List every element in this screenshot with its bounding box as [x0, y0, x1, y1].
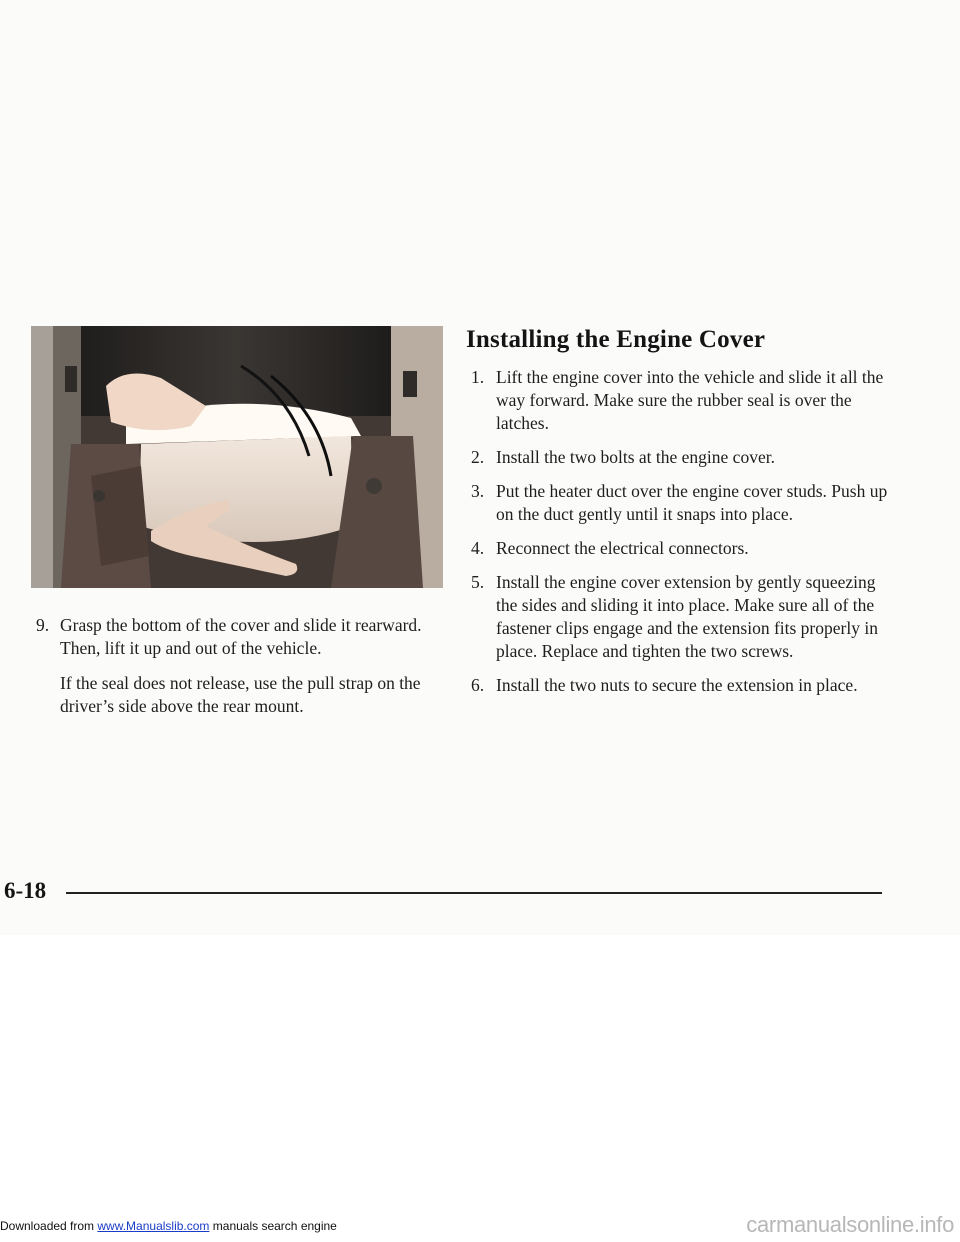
step-number: 5. — [471, 572, 485, 592]
right-column — [471, 366, 891, 708]
step-2 — [471, 446, 891, 469]
footer-divider — [66, 892, 882, 894]
step-1 — [471, 366, 891, 435]
step-9 — [36, 614, 456, 660]
step-text: Install the engine cover extension by gently squeezing the sides and sliding it into place. Make sure all of the fastener clips engage and the extension fits properly in place. Replace and tighten the two screws. — [496, 572, 878, 661]
step-text: Lift the engine cover into the vehicle and slide it all the way forward. Make sure the rubber seal is over the latches. — [496, 367, 884, 433]
step-number: 6. — [471, 675, 485, 695]
step-number: 3. — [471, 481, 485, 501]
step-3 — [471, 480, 891, 526]
step-number: 1. — [471, 367, 485, 387]
step-number: 2. — [471, 447, 485, 467]
seal-note: If the seal does not release, use the pull strap on the driver’s side above the rear mount. — [60, 673, 421, 716]
download-suffix: manuals search engine — [209, 1219, 337, 1233]
step-text: Reconnect the electrical connectors. — [496, 538, 749, 558]
step-4 — [471, 537, 891, 560]
step-text: Install the two nuts to secure the extension in place. — [496, 675, 858, 695]
step-text: Install the two bolts at the engine cover. — [496, 447, 775, 467]
left-column — [36, 614, 456, 718]
section-heading: Installing the Engine Cover — [466, 326, 766, 353]
step-number: 9. — [36, 615, 50, 635]
page-number: 6-18 — [4, 878, 47, 903]
step-5 — [471, 571, 891, 663]
manualslib-link[interactable]: www.Manualslib.com — [97, 1219, 210, 1233]
step-6 — [471, 674, 891, 697]
engine-cover-photo — [31, 326, 443, 588]
site-watermark: carmanualsonline.info — [746, 1212, 954, 1237]
download-prefix: Downloaded from — [0, 1219, 98, 1233]
step-number: 4. — [471, 538, 485, 558]
step-text: Put the heater duct over the engine cover studs. Push up on the duct gently until it snaps into place. — [496, 481, 888, 524]
step-text: Grasp the bottom of the cover and slide it rearward. Then, lift it up and out of the vehicle. — [60, 615, 422, 658]
download-notice — [0, 1219, 337, 1233]
